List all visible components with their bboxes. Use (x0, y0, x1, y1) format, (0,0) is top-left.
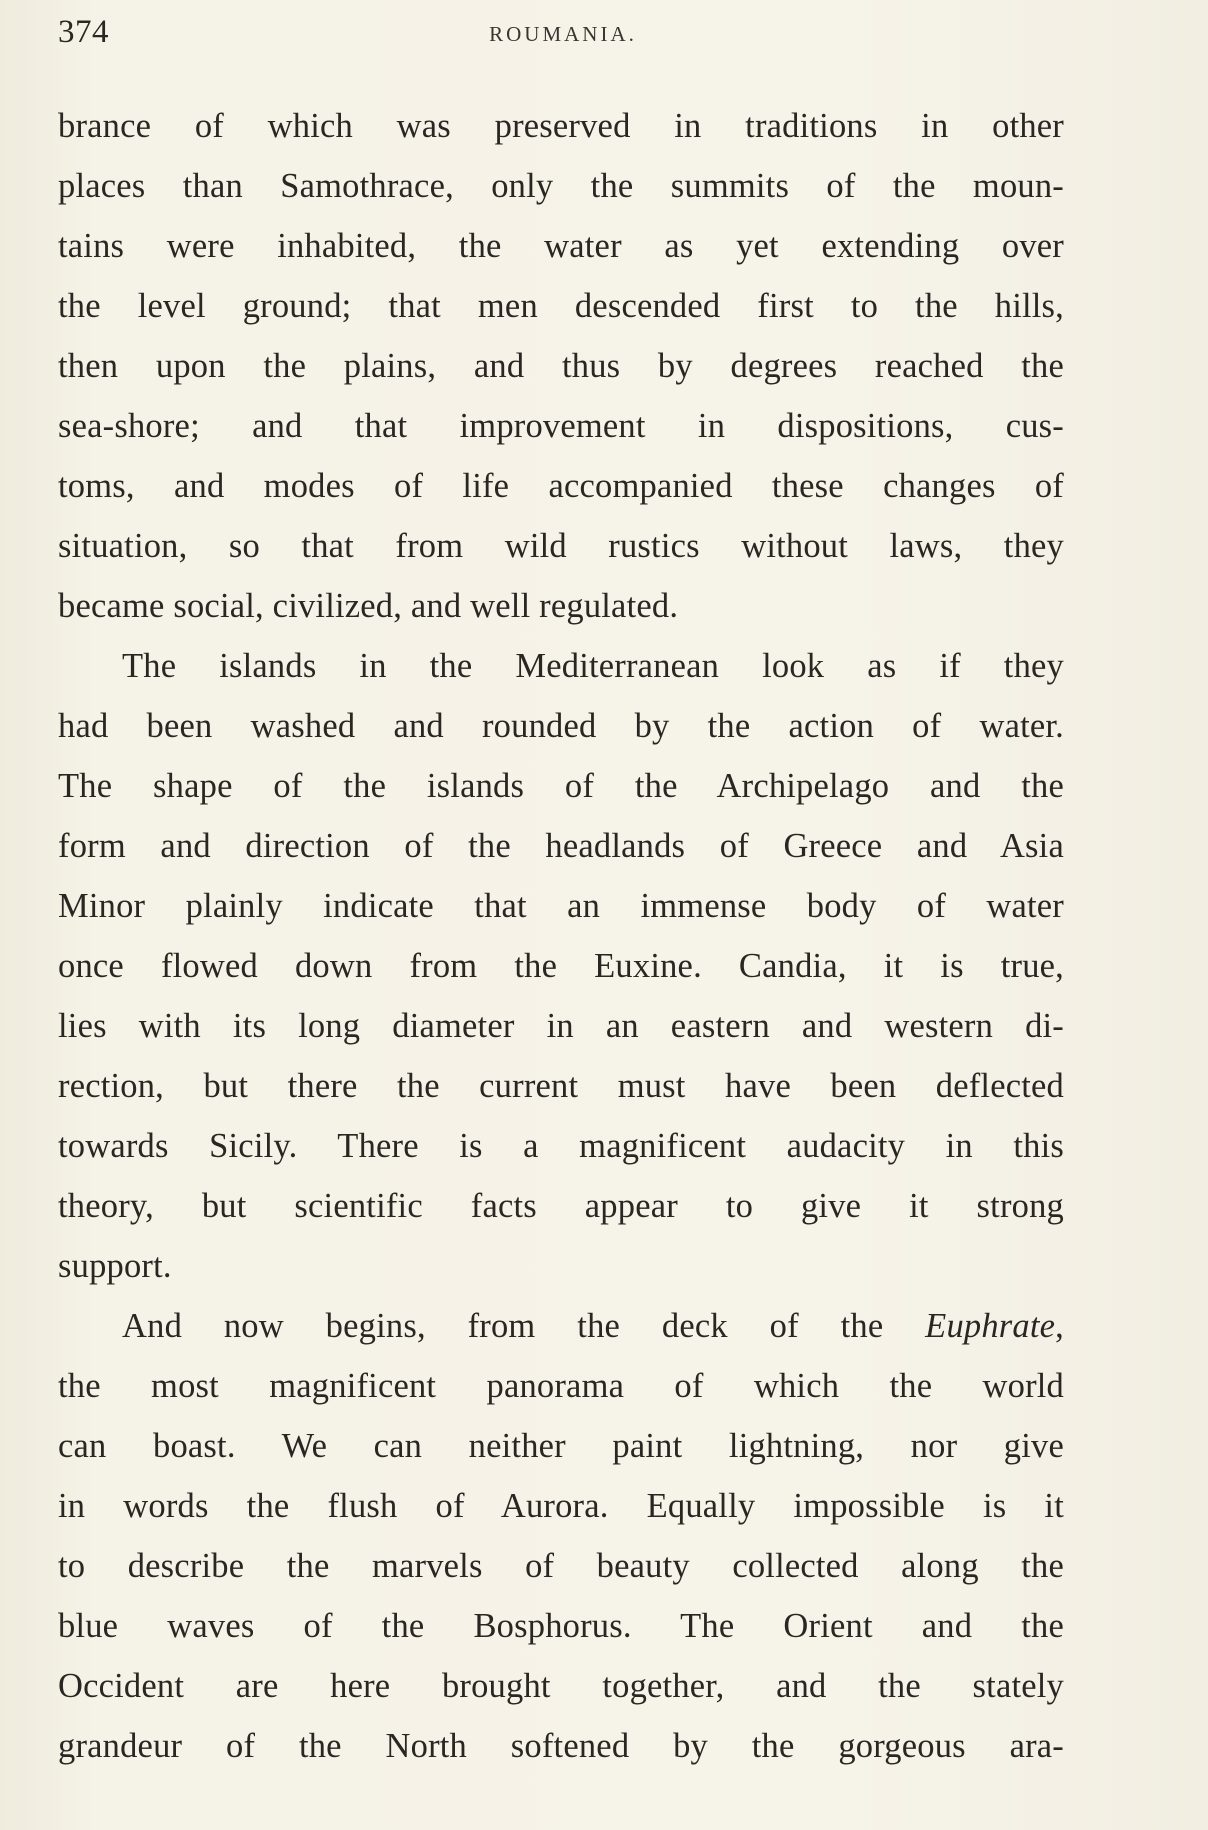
ship-name: Euphrate (925, 1307, 1056, 1345)
text-line: form and direction of the headlands of Greece and Asia (58, 827, 1064, 865)
text-line: rection, but there the current must have been deflected (58, 1067, 1064, 1105)
text-line: once flowed down from the Euxine. Candia, it is true, (58, 947, 1064, 985)
text-line: The shape of the islands of the Archipelago and the (58, 767, 1064, 805)
text-line-part: , (1055, 1307, 1064, 1345)
text-line: toms, and modes of life accompanied these changes of (58, 467, 1064, 505)
text-line (58, 1296, 1064, 1356)
text-line: lies with its long diameter in an eastern and western di- (58, 1007, 1064, 1045)
page-header (58, 14, 1068, 60)
text-line: situation, so that from wild rustics without laws, they (58, 527, 1064, 565)
text-line: grandeur of the North softened by the gorgeous ara- (58, 1727, 1064, 1765)
text-line: Occident are here brought together, and the stately (58, 1667, 1064, 1705)
text-line: the most magnificent panorama of which the world (58, 1367, 1064, 1405)
text-line: blue waves of the Bosphorus. The Orient and the (58, 1607, 1064, 1645)
text-line-part: And now begins, from the deck of the (122, 1307, 926, 1345)
running-head: ROUMANIA. (489, 22, 637, 46)
text-line: became social, civilized, and well regulated. (58, 587, 679, 625)
text-line: can boast. We can neither paint lightning, nor give (58, 1427, 1064, 1465)
text-line: then upon the plains, and thus by degrees reached the (58, 347, 1064, 385)
text-line: Minor plainly indicate that an immense body of water (58, 887, 1064, 925)
text-line: the level ground; that men descended first to the hills, (58, 287, 1064, 325)
text-line: support. (58, 1247, 172, 1285)
page-number: 374 (58, 14, 109, 50)
text-line: tains were inhabited, the water as yet extending over (58, 227, 1064, 265)
body-text (58, 96, 1064, 1776)
text-line: sea-shore; and that improvement in dispositions, cus- (58, 407, 1064, 445)
text-line: towards Sicily. There is a magnificent audacity in this (58, 1127, 1064, 1165)
text-line: brance of which was preserved in traditions in other (58, 107, 1064, 145)
text-line: had been washed and rounded by the action of water. (58, 707, 1064, 745)
text-line: in words the flush of Aurora. Equally impossible is it (58, 1487, 1064, 1525)
text-line: places than Samothrace, only the summits of the moun- (58, 167, 1064, 205)
text-line: The islands in the Mediterranean look as if they (122, 647, 1064, 685)
text-line: to describe the marvels of beauty collected along the (58, 1547, 1064, 1585)
text-line: theory, but scientific facts appear to give it strong (58, 1187, 1064, 1225)
